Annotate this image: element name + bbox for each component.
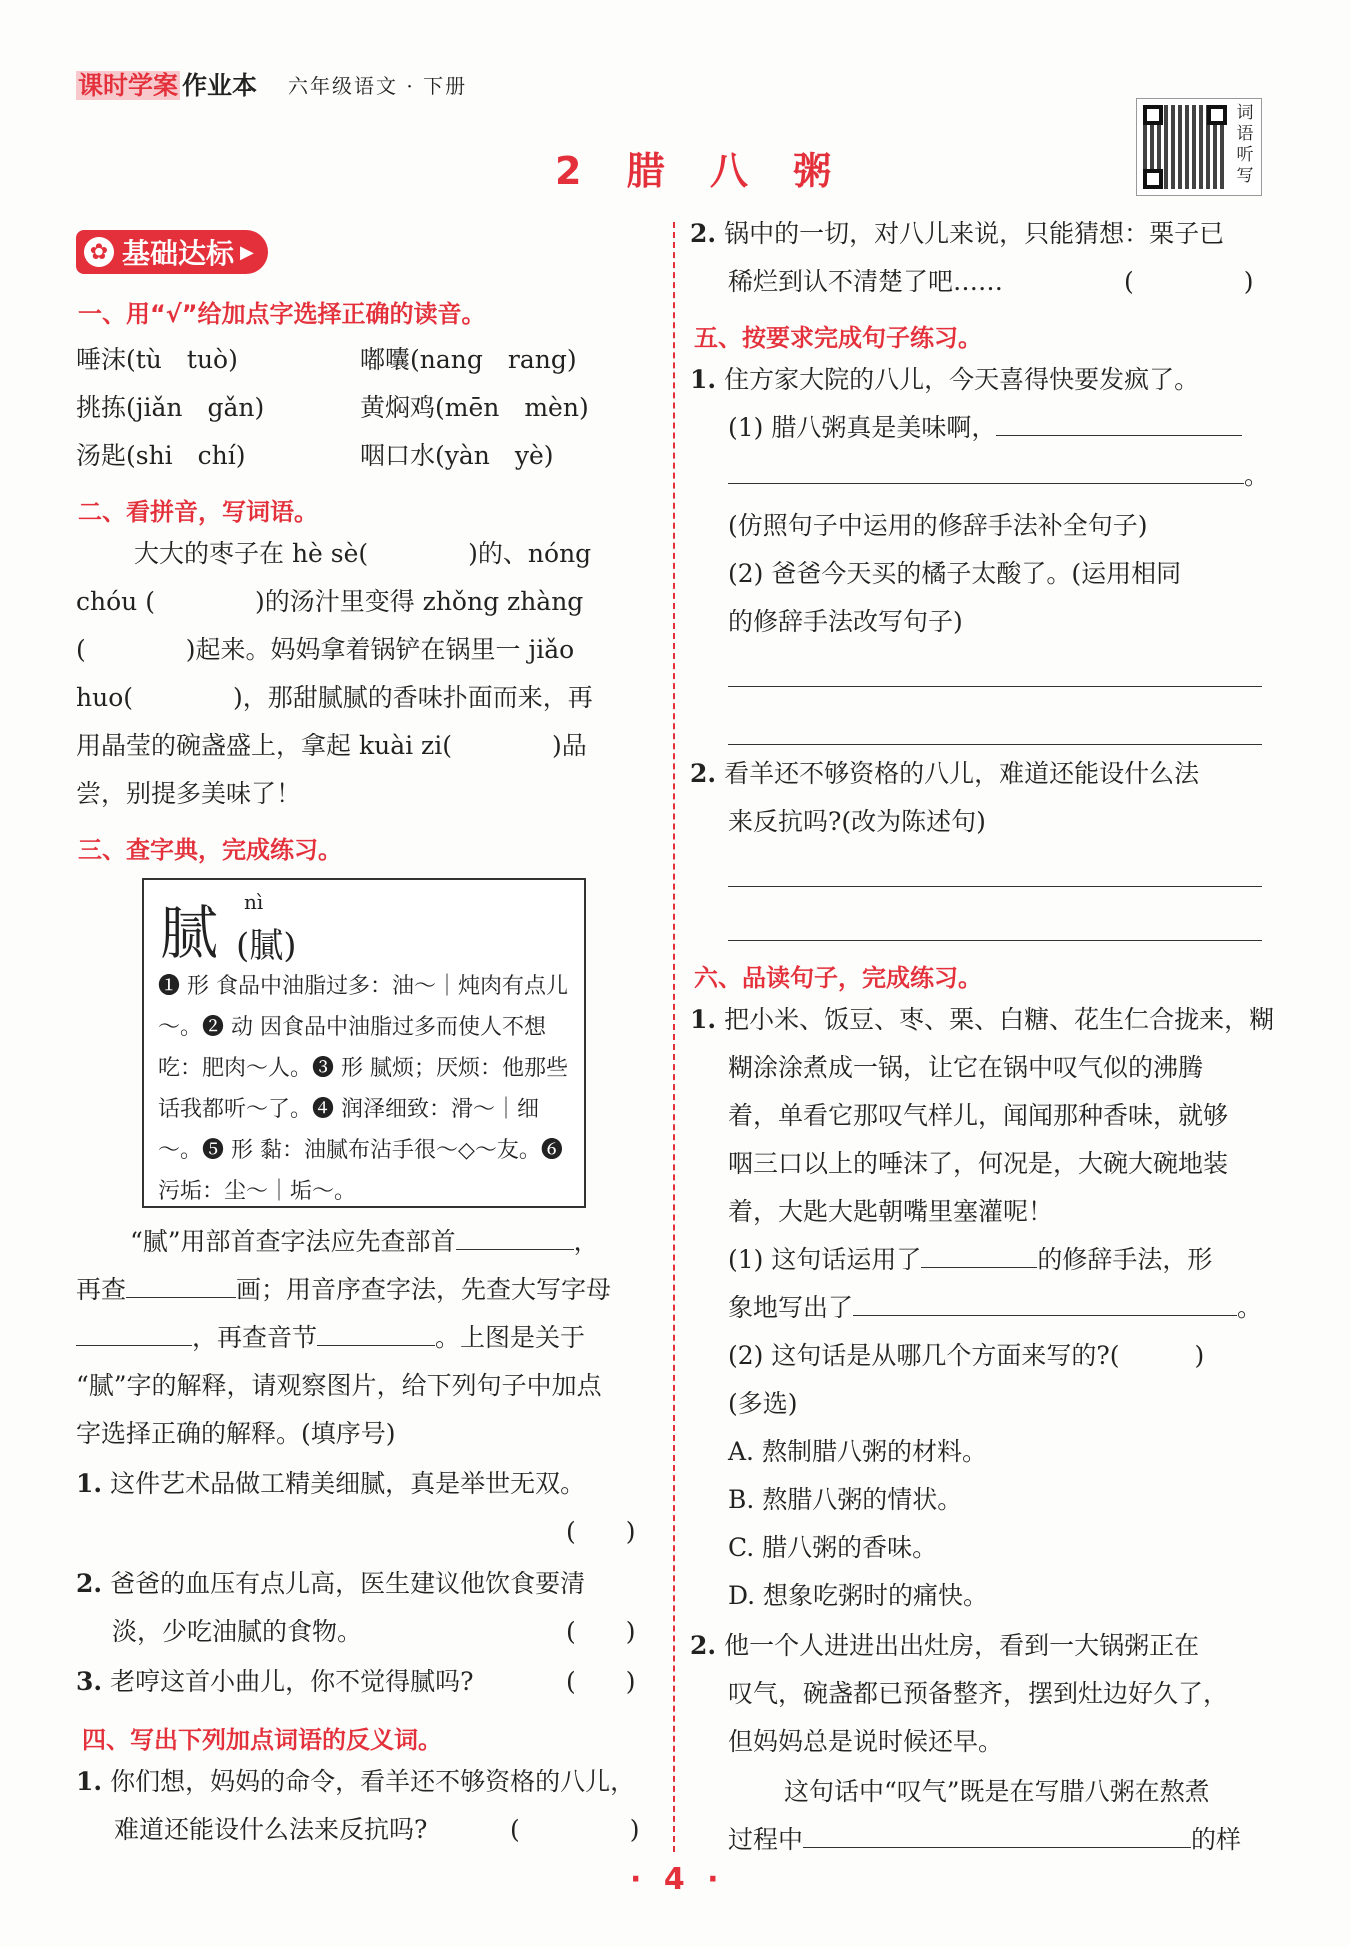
brand-part-b: 作业本 [182, 71, 258, 100]
fill-line [76, 1266, 611, 1314]
pinyin-item[interactable]: 汤匙(shi chí) [76, 441, 246, 470]
qr-finder-icon [1143, 169, 1163, 189]
fill-line [76, 1218, 599, 1266]
gear-icon: ✿ [84, 237, 114, 267]
passage-line: “腻”字的解释，请观察图片，给下列句子中加点 [76, 1371, 602, 1400]
question-text: 的样 [1191, 1825, 1242, 1854]
question-text: 的修辞手法改写句子) [728, 607, 963, 636]
answer-blank[interactable] [456, 1221, 574, 1250]
question-text: 过程中 [728, 1825, 804, 1854]
question-text: (1) 腊八粥真是美味啊， [728, 413, 997, 442]
section-4-title: 四、写出下列加点词语的反义词。 [82, 1726, 442, 1754]
answer-blank[interactable] [126, 1269, 236, 1298]
question-item [690, 996, 1274, 1044]
fill-line [728, 1816, 1241, 1864]
fill-line [728, 1236, 1212, 1284]
question-text: 锅中的一切，对八儿来说，只能猜想：栗子已 [724, 219, 1225, 248]
qr-label [1235, 103, 1255, 187]
question-text: 你们想，妈妈的命令，看羊还不够资格的八儿， [110, 1767, 636, 1796]
fill-text: 再查 [76, 1275, 127, 1304]
question-item [690, 356, 1199, 404]
brand-part-a: 课时学案 [78, 71, 179, 100]
question-text: 稀烂到认不清楚了吧…… [728, 267, 1004, 296]
brand-logo [76, 66, 257, 102]
section-badge [76, 230, 268, 274]
qr-label-char: 词 [1236, 103, 1254, 123]
answer-paren[interactable]: ( ) [566, 1517, 636, 1546]
question-number: 2. [690, 1631, 717, 1660]
instruction-text: (仿照句子中运用的修辞手法补全句子) [728, 511, 1148, 540]
question-text: (多选) [728, 1389, 798, 1418]
question-text: (1) 这句话运用了 [728, 1245, 922, 1274]
dictionary-entry [142, 878, 586, 1208]
question-item [76, 1460, 585, 1508]
column-divider [673, 222, 675, 1852]
question-item [76, 1658, 473, 1706]
answer-paren[interactable]: ( ) [566, 1667, 636, 1696]
answer-line[interactable] [728, 940, 1262, 941]
page-number: · 4 · [630, 1862, 725, 1897]
question-text: 老哼这首小曲儿，你不觉得腻吗? [110, 1667, 474, 1696]
question-text: (2) 爸爸今天买的橘子太酸了。(运用相同 [728, 559, 1182, 588]
answer-blank[interactable] [853, 1287, 1237, 1316]
answer-blank[interactable] [921, 1239, 1037, 1268]
question-text: 住方家大院的八儿，今天喜得快要发疯了。 [724, 365, 1200, 394]
question-item [76, 1758, 635, 1806]
question-number: 1. [76, 1767, 103, 1796]
dict-traditional: (膩) [236, 926, 297, 966]
dict-pinyin: nì [244, 890, 264, 914]
section-1-title: 一、用“√”给加点字选择正确的读音。 [78, 300, 486, 328]
pinyin-item[interactable]: 挑拣(jiǎn gǎn) [76, 393, 265, 422]
fill-text: ，再查音节 [192, 1323, 318, 1352]
option-b[interactable]: B. 熬腊八粥的情状。 [728, 1485, 963, 1514]
fill-text: “腻”用部首查字法应先查部首 [130, 1227, 456, 1256]
question-number: 1. [76, 1469, 103, 1498]
fill-line [728, 404, 1242, 452]
question-text: 但妈妈总是说时候还早。 [728, 1727, 1004, 1756]
question-text: 爸爸的血压有点儿高，医生建议他饮食要清 [110, 1569, 586, 1598]
answer-blank[interactable] [76, 1317, 192, 1346]
question-item [76, 1560, 585, 1608]
qr-code[interactable] [1136, 98, 1262, 196]
qr-finder-icon [1207, 105, 1227, 125]
arrow-icon: ▶ [240, 241, 254, 263]
pinyin-item[interactable]: 嘟囔(nang rang) [360, 345, 577, 374]
question-text: 着，大匙大匙朝嘴里塞灌呢！ [728, 1197, 1054, 1226]
passage-line: 尝，别提多美味了！ [76, 779, 302, 808]
fill-line [728, 1284, 1262, 1332]
option-d[interactable]: D. 想象吃粥时的痛快。 [728, 1581, 989, 1610]
badge-label: 基础达标 [122, 237, 235, 270]
passage-line: huo( )，那甜腻腻的香味扑面而来，再 [76, 683, 593, 712]
fill-text: 。 [1244, 461, 1270, 490]
answer-blank[interactable] [803, 1819, 1191, 1848]
fill-line [76, 1314, 585, 1362]
question-text: 的修辞手法，形 [1037, 1245, 1213, 1274]
answer-paren[interactable]: ( ) [510, 1815, 640, 1844]
question-number: 1. [690, 1005, 717, 1034]
answer-line[interactable] [728, 886, 1262, 887]
lesson-title: 2 腊 八 粥 [555, 149, 848, 193]
section-2-title: 二、看拼音，写词语。 [78, 498, 318, 526]
answer-line[interactable] [728, 744, 1262, 745]
qr-label-char: 写 [1236, 166, 1254, 186]
question-text[interactable]: (2) 这句话是从哪几个方面来写的?( ) [728, 1341, 1205, 1370]
passage-line: 用晶莹的碗盏盛上，拿起 kuài zi( )品 [76, 731, 587, 760]
answer-blank[interactable] [728, 455, 1244, 484]
question-text: 着，单看它那叹气样儿，闻闻那种香味，就够 [728, 1101, 1229, 1130]
question-number: 1. [690, 365, 717, 394]
fill-text: 。上图是关于 [435, 1323, 586, 1352]
question-text: 这句话中“叹气”既是在写腊八粥在熬煮 [784, 1777, 1210, 1806]
option-c[interactable]: C. 腊八粥的香味。 [728, 1533, 938, 1562]
answer-paren[interactable]: ( ) [1124, 267, 1254, 296]
question-text: 来反抗吗?(改为陈述句) [728, 807, 986, 836]
passage-line: ( )起来。妈妈拿着锅铲在锅里一 jiǎo [76, 635, 575, 664]
dict-definitions: ❶ 形 食品中油脂过多：油～｜炖肉有点儿～。❷ 动 因食品中油脂过多而使人不想吃：肥肉～人。❸ 形 腻烦；厌烦：他那些话我都听～了。❹ 润泽细致：滑～｜细～。❺ 形 黏：油腻布沾手很～◇～友。❻ 污垢：尘～｜垢～。 [158, 974, 568, 1204]
grade-label: 六年级语文 · 下册 [288, 74, 468, 98]
question-text: 咽三口以上的唾沫了，何况是，大碗大碗地装 [728, 1149, 1229, 1178]
question-number: 3. [76, 1667, 103, 1696]
question-text: 象地写出了 [728, 1293, 854, 1322]
fill-text: 。 [1237, 1293, 1263, 1322]
question-text: 把小米、饭豆、枣、栗、白糖、花生仁合拢来，糊 [724, 1005, 1275, 1034]
fill-line [728, 452, 1269, 500]
fill-text: ， [573, 1227, 599, 1256]
question-text: 叹气，碗盏都已预备整齐，摆到灶边好久了， [728, 1679, 1229, 1708]
question-item [690, 210, 1224, 258]
passage-line: chóu ( )的汤汁里变得 zhǒng zhàng [76, 587, 584, 616]
question-text: 他一个人进进出出灶房，看到一大锅粥正在 [724, 1631, 1200, 1660]
section-5-title: 五、按要求完成句子练习。 [694, 324, 982, 352]
passage-line: 大大的枣子在 hè sè( )的、nóng [134, 539, 592, 568]
qr-label-char: 听 [1236, 145, 1254, 165]
question-text: 淡，少吃油腻的食物。 [112, 1617, 363, 1646]
qr-label-char: 语 [1236, 124, 1254, 144]
question-number: 2. [690, 219, 717, 248]
answer-paren[interactable]: ( ) [566, 1617, 636, 1646]
question-text: 这件艺术品做工精美细腻，真是举世无双。 [110, 1469, 586, 1498]
pinyin-item[interactable]: 黄焖鸡(mēn mèn) [360, 393, 589, 422]
answer-line[interactable] [728, 686, 1262, 687]
answer-blank[interactable] [996, 407, 1242, 436]
question-number: 2. [690, 759, 717, 788]
section-6-title: 六、品读句子，完成练习。 [694, 964, 982, 992]
question-text: 糊涂涂煮成一锅，让它在锅中叹气似的沸腾 [728, 1053, 1204, 1082]
section-3-title: 三、查字典，完成练习。 [78, 836, 342, 864]
question-text: 看羊还不够资格的八儿，难道还能设什么法 [724, 759, 1200, 788]
pinyin-item[interactable]: 唾沫(tù tuò) [76, 345, 238, 374]
fill-text: 画；用音序查字法，先查大写字母 [236, 1275, 612, 1304]
pinyin-item[interactable]: 咽口水(yàn yè) [360, 441, 554, 470]
answer-blank[interactable] [317, 1317, 435, 1346]
option-a[interactable]: A. 熬制腊八粥的材料。 [728, 1437, 987, 1466]
question-number: 2. [76, 1569, 103, 1598]
question-item [690, 750, 1199, 798]
question-text: 难道还能设什么法来反抗吗? [114, 1815, 428, 1844]
passage-line: 字选择正确的解释。(填序号) [76, 1419, 396, 1448]
question-item [690, 1622, 1199, 1670]
dict-character: 腻 [160, 899, 219, 967]
qr-finder-icon [1143, 105, 1163, 125]
